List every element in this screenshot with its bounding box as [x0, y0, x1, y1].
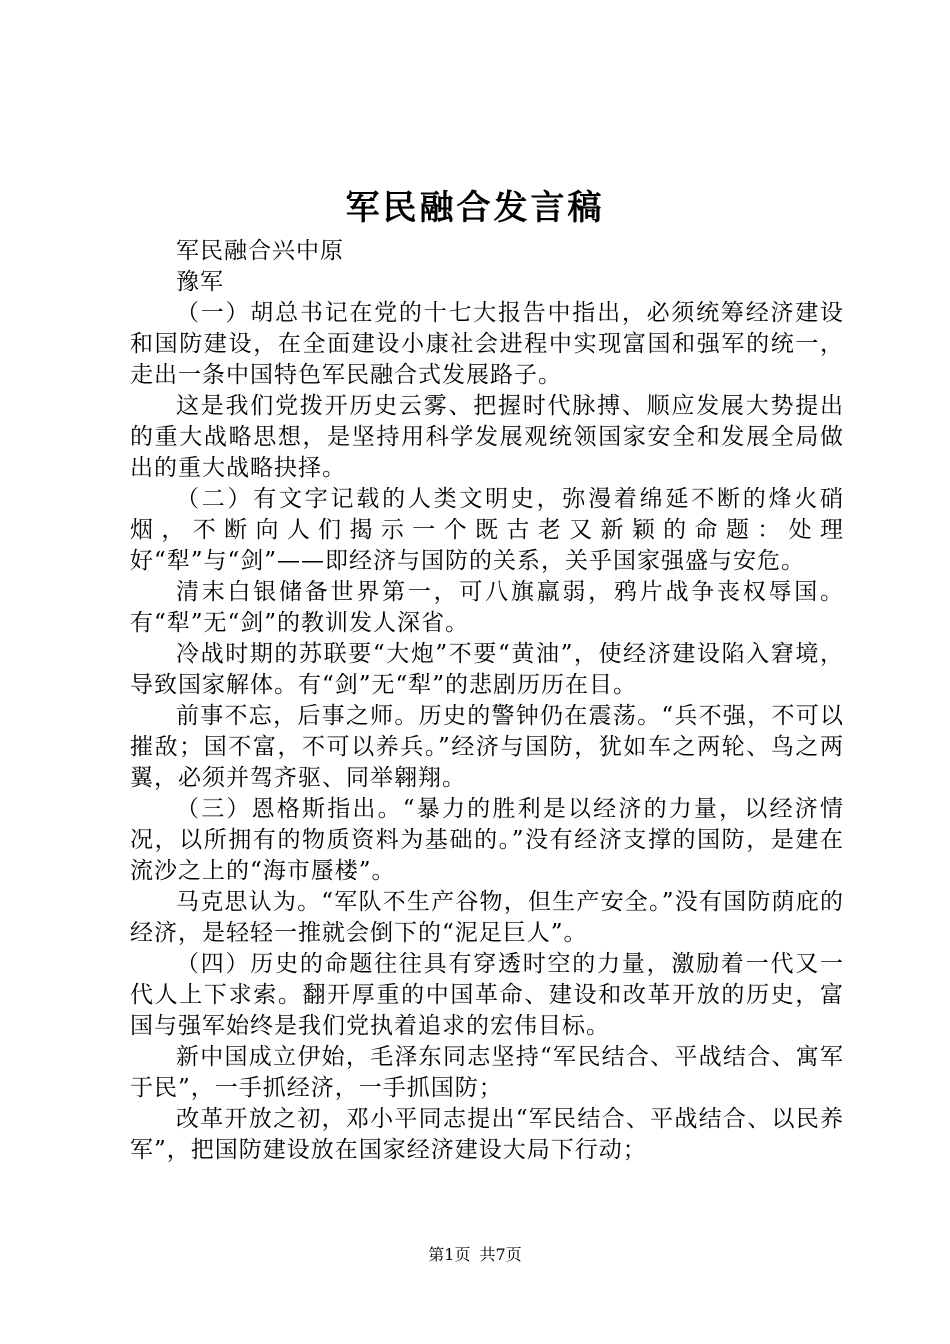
page-footer	[0, 1245, 950, 1265]
paragraph: （一）胡总书记在党的十七大报告中指出，必须统筹经济建设和国防建设，在全面建设小康社会进程中实现富国和强军的统一，走出一条中国特色军民融合式发展路子。	[130, 300, 844, 388]
paragraph: 这是我们党拨开历史云雾、把握时代脉搏、顺应发展大势提出的重大战略思想，是坚持用科学发展观统领国家安全和发展全局做出的重大战略抉择。	[130, 393, 844, 481]
paragraph: 前事不忘，后事之师。历史的警钟仍在震荡。“兵不强，不可以摧敌；国不富，不可以养兵。”经济与国防，犹如车之两轮、鸟之两翼，必须并驾齐驱、同举翱翔。	[130, 703, 844, 791]
paragraph: 清末白银储备世界第一，可八旗羸弱，鸦片战争丧权辱国。有“犁”无“剑”的教训发人深省。	[130, 579, 844, 636]
paragraph: 马克思认为。“军队不生产谷物，但生产安全。”没有国防荫庇的经济，是轻轻一推就会倒下的“泥足巨人”。	[130, 889, 844, 946]
paragraph-subtitle: 军民融合兴中原	[176, 238, 344, 264]
paragraph: 改革开放之初，邓小平同志提出“军民结合、平战结合、以民养军”，把国防建设放在国家经济建设大局下行动；	[130, 1106, 844, 1163]
page-number: 第1页	[428, 1245, 471, 1264]
paragraph: 冷战时期的苏联要“大炮”不要“黄油”，使经济建设陷入窘境，导致国家解体。有“剑”无“犁”的悲剧历历在目。	[130, 641, 844, 698]
paragraph: （三）恩格斯指出。“暴力的胜利是以经济的力量，以经济情况，以所拥有的物质资料为基础的。”没有经济支撑的国防，是建在流沙之上的“海市蜃楼”。	[130, 796, 844, 884]
paragraph-author: 豫军	[176, 269, 224, 295]
document-title: 军民融合发言稿	[345, 188, 605, 228]
document-body	[130, 236, 844, 1166]
paragraph: （四）历史的命题往往具有穿透时空的力量，激励着一代又一代人上下求索。翻开厚重的中国革命、建设和改革开放的历史，富国与强军始终是我们党执着追求的宏伟目标。	[130, 951, 844, 1039]
page-total: 共7页	[479, 1245, 522, 1264]
paragraph: （二）有文字记载的人类文明史，弥漫着绵延不断的烽火硝烟，不断向人们揭示一个既古老又新颖的命题：处理好“犁”与“剑”——即经济与国防的关系，关乎国家强盛与安危。	[130, 486, 844, 574]
paragraph: 新中国成立伊始，毛泽东同志坚持“军民结合、平战结合、寓军于民”，一手抓经济，一手抓国防；	[130, 1044, 844, 1101]
